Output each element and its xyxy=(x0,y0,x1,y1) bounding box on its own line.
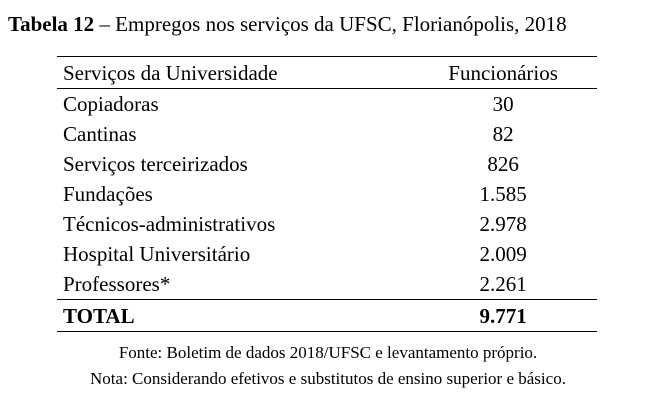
row-service-cell: Serviços terceirizados xyxy=(63,152,248,176)
table-caption xyxy=(8,11,653,37)
column-header-services: Serviços da Universidade xyxy=(57,57,409,89)
table-row xyxy=(57,209,597,239)
row-service-cell: Cantinas xyxy=(63,122,137,146)
table-caption-text: Empregos nos serviços da UFSC, Florianópolis, 2018 xyxy=(115,12,567,36)
employment-table xyxy=(57,56,597,332)
row-service-cell: Fundações xyxy=(63,182,153,206)
row-employees-cell: 30 xyxy=(492,92,514,116)
table-row xyxy=(57,179,597,209)
row-employees-cell: 2.009 xyxy=(479,242,527,266)
table-header-row xyxy=(57,57,597,89)
row-employees-cell: 1.585 xyxy=(479,182,527,206)
total-label-cell: TOTAL xyxy=(57,300,409,332)
table-row xyxy=(57,239,597,269)
row-employees-cell: 826 xyxy=(487,152,519,176)
table-caption-label: Tabela 12 xyxy=(8,12,95,36)
row-service-cell: Hospital Universitário xyxy=(63,242,251,266)
total-row xyxy=(57,300,597,332)
footnote: Nota: Considerando efetivos e substitutos de ensino superior e básico. xyxy=(90,369,566,388)
source-note: Fonte: Boletim de dados 2018/UFSC e levantamento próprio. xyxy=(118,343,538,362)
row-employees-cell: 82 xyxy=(492,122,514,146)
row-service-cell: Técnicos-administrativos xyxy=(63,212,276,236)
table-row xyxy=(57,119,597,149)
table-caption-separator: – xyxy=(94,12,116,36)
table-row xyxy=(57,269,597,300)
table-row xyxy=(57,89,597,120)
total-value-cell: 9.771 xyxy=(409,300,597,332)
row-employees-cell: 2.978 xyxy=(479,212,527,236)
column-header-employees: Funcionários xyxy=(409,57,597,89)
row-service-cell: Professores* xyxy=(63,272,171,296)
row-employees-cell: 2.261 xyxy=(479,272,527,296)
table-row xyxy=(57,149,597,179)
row-service-cell: Copiadoras xyxy=(63,92,159,116)
